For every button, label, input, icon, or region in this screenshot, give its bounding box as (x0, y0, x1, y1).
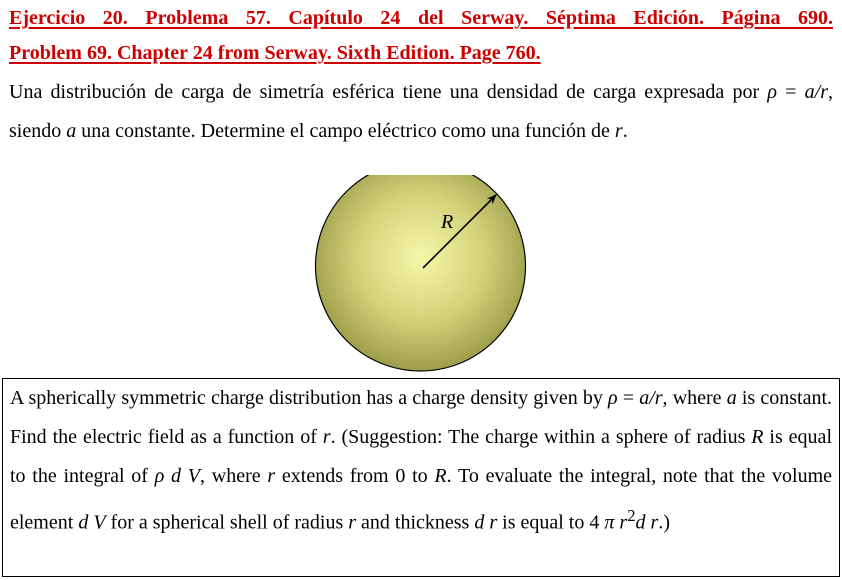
radius-label: R (441, 211, 454, 233)
spanish-problem-statement: Una distribución de carga de simetría esférica tiene una densidad de carga expresada por ρ = a/r, siendo a una constante. Determine el campo eléctrico como una función de r. (9, 81, 833, 142)
english-problem-box (2, 378, 840, 577)
charged-sphere-figure (313, 175, 528, 372)
sphere-diagram (313, 175, 528, 372)
spanish-title: Ejercicio 20. Problema 57. Capítulo 24 del Serway. Séptima Edición. Página 690. (9, 7, 833, 29)
charged-sphere (316, 175, 526, 371)
english-problem-statement: A spherically symmetric charge distribution has a charge density given by ρ = a/r, where a is constant. Find the electric field as a function of r. (Suggestion: The charge within a sphere of radius R is equal to the integral of ρ d V, where r extends from 0 to R. To evaluate the integral, note that the volume element d V for a spherical shell of radius r and thickness d r is equal to 4 π $r^2d$ r.) (10, 387, 833, 534)
english-title: Problem 69. Chapter 24 from Serway. Sixth Edition. Page 760. (9, 42, 541, 64)
